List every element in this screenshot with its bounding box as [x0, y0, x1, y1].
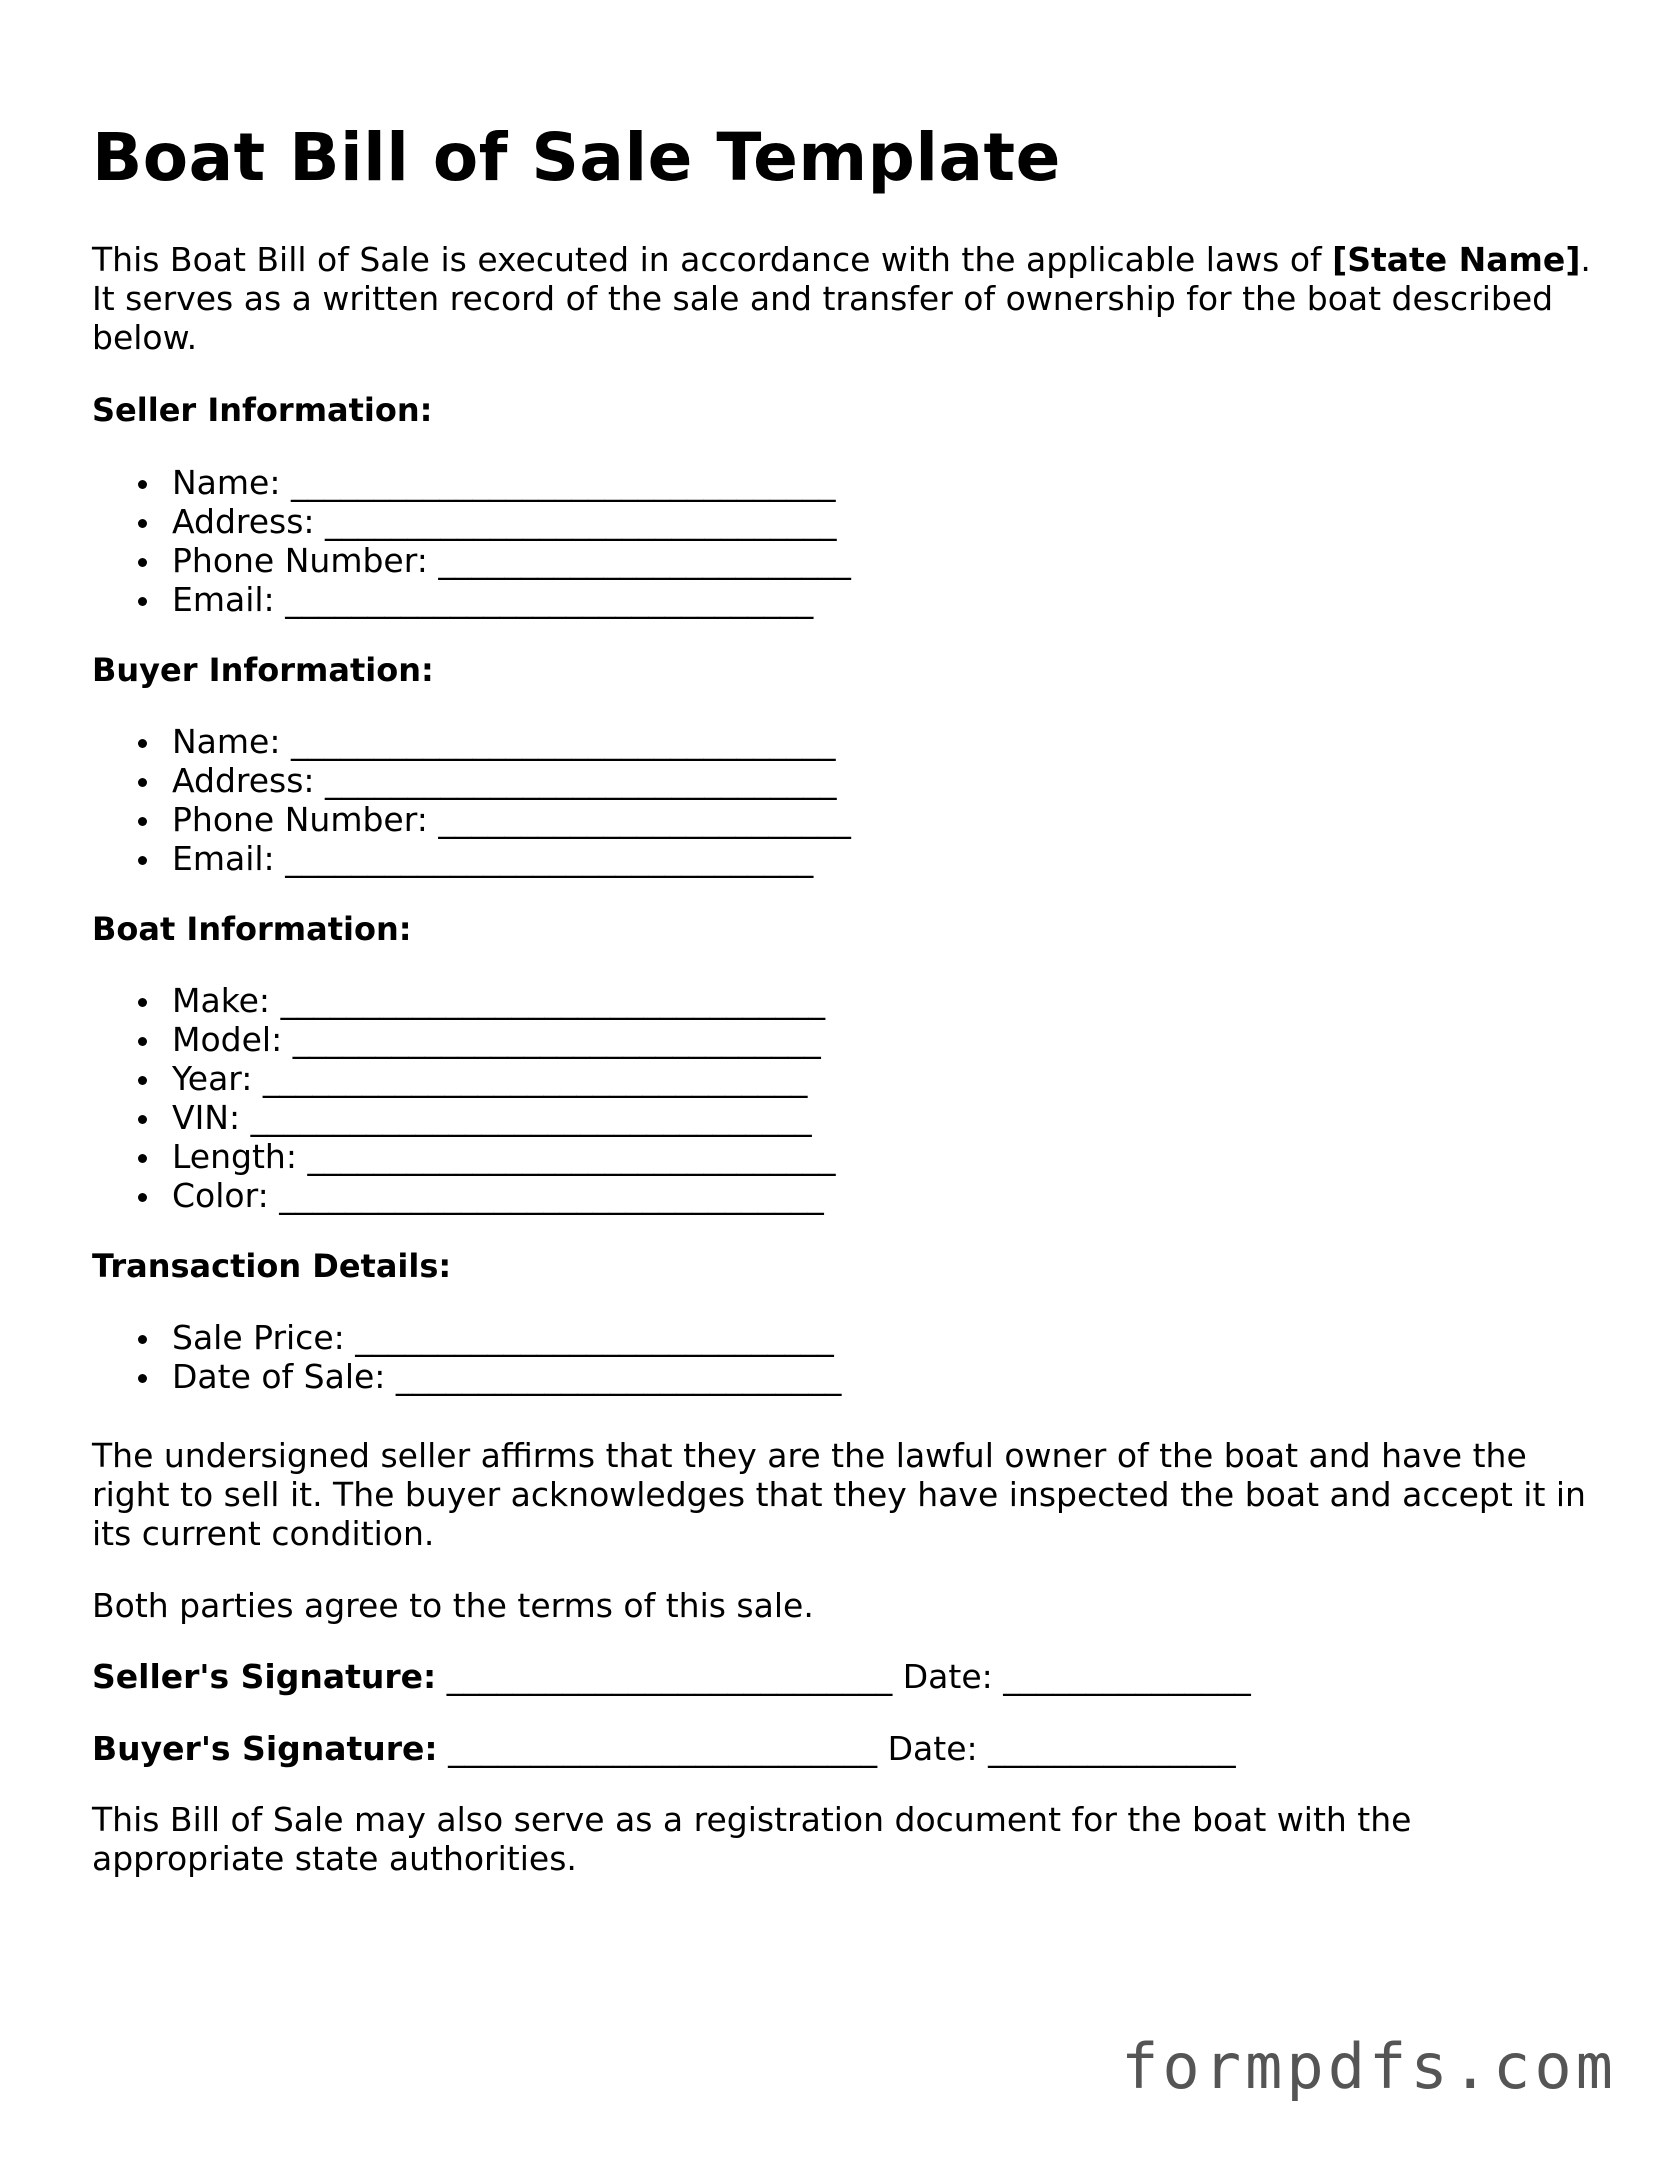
field-label: Email: — [172, 580, 275, 619]
intro-line2: It serves as a written record of the sale and transfer of ownership for the boat described — [92, 279, 1554, 318]
field-blank[interactable]: _________________________________ — [290, 722, 836, 761]
field-label: Color: — [172, 1176, 269, 1215]
closing-paragraph — [92, 1800, 1411, 1878]
buyer-signature-blank[interactable]: __________________________ — [448, 1729, 878, 1768]
seller-email-field[interactable] — [92, 580, 851, 619]
boat-year-field[interactable] — [92, 1059, 835, 1098]
field-label: Year: — [172, 1059, 253, 1098]
boat-info-heading: Boat Information: — [92, 910, 412, 948]
transaction-fields — [92, 1318, 841, 1396]
buyer-info-heading: Buyer Information: — [92, 651, 434, 689]
document-title: Boat Bill of Sale Template — [92, 119, 1061, 196]
seller-signature-line — [92, 1657, 1251, 1696]
buyer-date-label: Date: — [887, 1729, 978, 1768]
intro-line1: This Boat Bill of Sale is executed in accordance with the applicable laws of — [92, 240, 1333, 279]
affirmation-line2: right to sell it. The buyer acknowledges that they have inspected the boat and accept it in — [92, 1475, 1586, 1514]
field-label: Name: — [172, 463, 281, 502]
buyer-phone-field[interactable] — [92, 800, 851, 839]
field-blank[interactable]: ________________________________ — [285, 580, 814, 619]
seller-info-heading: Seller Information: — [92, 391, 433, 429]
field-blank[interactable]: ________________________________ — [307, 1137, 836, 1176]
intro-line1-end: . — [1580, 240, 1591, 279]
seller-date-blank[interactable]: _______________ — [1003, 1657, 1251, 1696]
intro-line3: below. — [92, 318, 198, 357]
field-blank[interactable]: ________________________________ — [285, 839, 814, 878]
field-label: VIN: — [172, 1098, 241, 1137]
boat-fields — [92, 981, 835, 1215]
affirmation-line3: its current condition. — [92, 1514, 435, 1553]
field-label: Email: — [172, 839, 275, 878]
seller-signature-label: Seller's Signature: — [92, 1657, 437, 1696]
seller-name-field[interactable] — [92, 463, 851, 502]
boat-color-field[interactable] — [92, 1176, 835, 1215]
seller-signature-blank[interactable]: ___________________________ — [446, 1657, 893, 1696]
affirmation-line1: The undersigned seller affirms that they are the lawful owner of the boat and have the — [92, 1436, 1527, 1475]
field-label: Phone Number: — [172, 800, 428, 839]
field-blank[interactable]: _______________________________ — [325, 761, 837, 800]
state-name-placeholder: [State Name] — [1332, 240, 1581, 279]
field-label: Make: — [172, 981, 271, 1020]
field-blank[interactable]: _________________________ — [438, 541, 851, 580]
buyer-signature-line — [92, 1729, 1236, 1768]
seller-address-field[interactable] — [92, 502, 851, 541]
watermark-text: formpdfs.com — [1121, 2030, 1617, 2103]
agreement-text: Both parties agree to the terms of this sale. — [92, 1586, 814, 1625]
buyer-date-blank[interactable]: _______________ — [988, 1729, 1236, 1768]
field-blank[interactable]: _________________________ — [438, 800, 851, 839]
field-blank[interactable]: _________________________________ — [262, 1059, 808, 1098]
field-label: Date of Sale: — [172, 1357, 386, 1396]
field-blank[interactable]: _____________________________ — [355, 1318, 834, 1357]
field-blank[interactable]: ________________________________ — [292, 1020, 821, 1059]
field-label: Model: — [172, 1020, 283, 1059]
closing-line1: This Bill of Sale may also serve as a registration document for the boat with the — [92, 1800, 1412, 1839]
seller-date-label: Date: — [902, 1657, 993, 1696]
seller-fields — [92, 463, 851, 619]
buyer-signature-label: Buyer's Signature: — [92, 1729, 438, 1768]
field-blank[interactable]: _________________________________ — [290, 463, 836, 502]
field-blank[interactable]: __________________________________ — [250, 1098, 812, 1137]
transaction-details-heading: Transaction Details: — [92, 1247, 452, 1285]
boat-vin-field[interactable] — [92, 1098, 835, 1137]
field-label: Phone Number: — [172, 541, 428, 580]
buyer-address-field[interactable] — [92, 761, 851, 800]
buyer-email-field[interactable] — [92, 839, 851, 878]
boat-make-field[interactable] — [92, 981, 835, 1020]
boat-length-field[interactable] — [92, 1137, 835, 1176]
closing-line2: appropriate state authorities. — [92, 1839, 577, 1878]
seller-phone-field[interactable] — [92, 541, 851, 580]
date-of-sale-field[interactable] — [92, 1357, 841, 1396]
field-label: Sale Price: — [172, 1318, 345, 1357]
buyer-fields — [92, 722, 851, 878]
field-label: Address: — [172, 761, 315, 800]
field-blank[interactable]: _______________________________ — [325, 502, 837, 541]
affirmation-paragraph — [92, 1436, 1586, 1553]
boat-model-field[interactable] — [92, 1020, 835, 1059]
field-label: Name: — [172, 722, 281, 761]
field-blank[interactable]: _________________________________ — [280, 981, 826, 1020]
field-label: Length: — [172, 1137, 297, 1176]
buyer-name-field[interactable] — [92, 722, 851, 761]
intro-paragraph — [92, 240, 1591, 357]
sale-price-field[interactable] — [92, 1318, 841, 1357]
field-blank[interactable]: ___________________________ — [395, 1357, 842, 1396]
field-label: Address: — [172, 502, 315, 541]
field-blank[interactable]: _________________________________ — [279, 1176, 824, 1215]
